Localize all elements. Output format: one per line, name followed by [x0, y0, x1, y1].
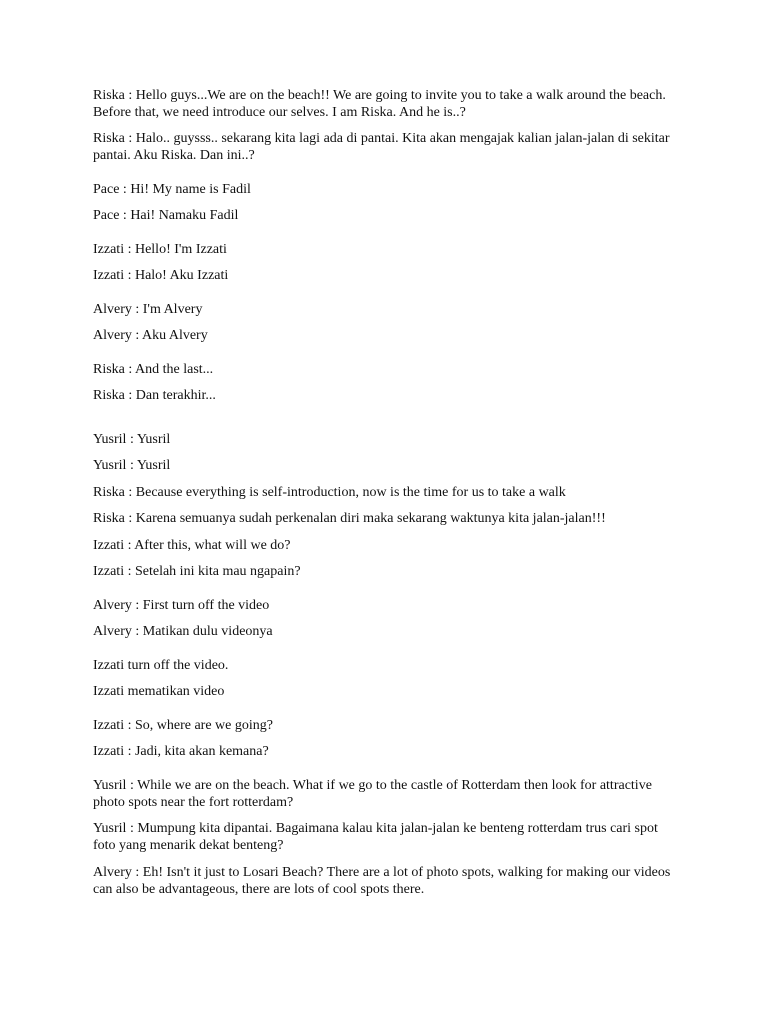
dialogue-line: Izzati : Jadi, kita akan kemana? [93, 744, 269, 759]
dialogue-line: Pace : Hai! Namaku Fadil [93, 208, 239, 223]
dialogue-line: Yusril : While we are on the beach. What if we go to the castle of Rotterdam then look for attractive photo spots near the fort rotterdam? [93, 778, 652, 810]
dialogue-line: Riska : Because everything is self-introduction, now is the time for us to take a walk [93, 485, 566, 500]
dialogue-line: Riska : Halo.. guysss.. sekarang kita lagi ada di pantai. Kita akan mengajak kalian jalan-jalan di sekitar pantai. Aku Riska. Dan ini..? [93, 131, 670, 163]
dialogue-line: Pace : Hi! My name is Fadil [93, 182, 251, 197]
dialogue-line: Riska : And the last... [93, 362, 214, 377]
dialogue-line: Izzati : So, where are we going? [93, 718, 273, 733]
dialogue-line: Yusril : Yusril [93, 458, 171, 473]
dialogue-line: Riska : Hello guys...We are on the beach!! We are going to invite you to take a walk around the beach. Before that, we need introduce our selves. I am Riska. And he is..? [93, 88, 666, 120]
dialogue-line: Riska : Karena semuanya sudah perkenalan diri maka sekarang waktunya kita jalan-jalan!!! [93, 511, 606, 526]
dialogue-line: Yusril : Mumpung kita dipantai. Bagaimana kalau kita jalan-jalan ke benteng rotterdam trus cari spot foto yang menarik dekat benteng? [93, 821, 658, 853]
dialogue-line: Izzati : Hello! I'm Izzati [93, 242, 227, 257]
dialogue-line: Alvery : First turn off the video [93, 598, 270, 613]
dialogue-line: Izzati mematikan video [93, 684, 225, 699]
dialogue-line: Izzati : Setelah ini kita mau ngapain? [93, 564, 301, 579]
dialogue-line: Riska : Dan terakhir... [93, 388, 216, 403]
dialogue-line: Izzati : Halo! Aku Izzati [93, 268, 229, 283]
dialogue-line: Yusril : Yusril [93, 432, 171, 447]
dialogue-line: Alvery : Matikan dulu videonya [93, 624, 273, 639]
dialogue-line: Alvery : Aku Alvery [93, 328, 208, 343]
dialogue-line: Alvery : I'm Alvery [93, 302, 203, 317]
dialogue-line: Alvery : Eh! Isn't it just to Losari Beach? There are a lot of photo spots, walking for making our videos can also be advantageous, there are lots of cool spots there. [93, 865, 671, 897]
dialogue-line: Izzati : After this, what will we do? [93, 538, 291, 553]
dialogue-line: Izzati turn off the video. [93, 658, 229, 673]
